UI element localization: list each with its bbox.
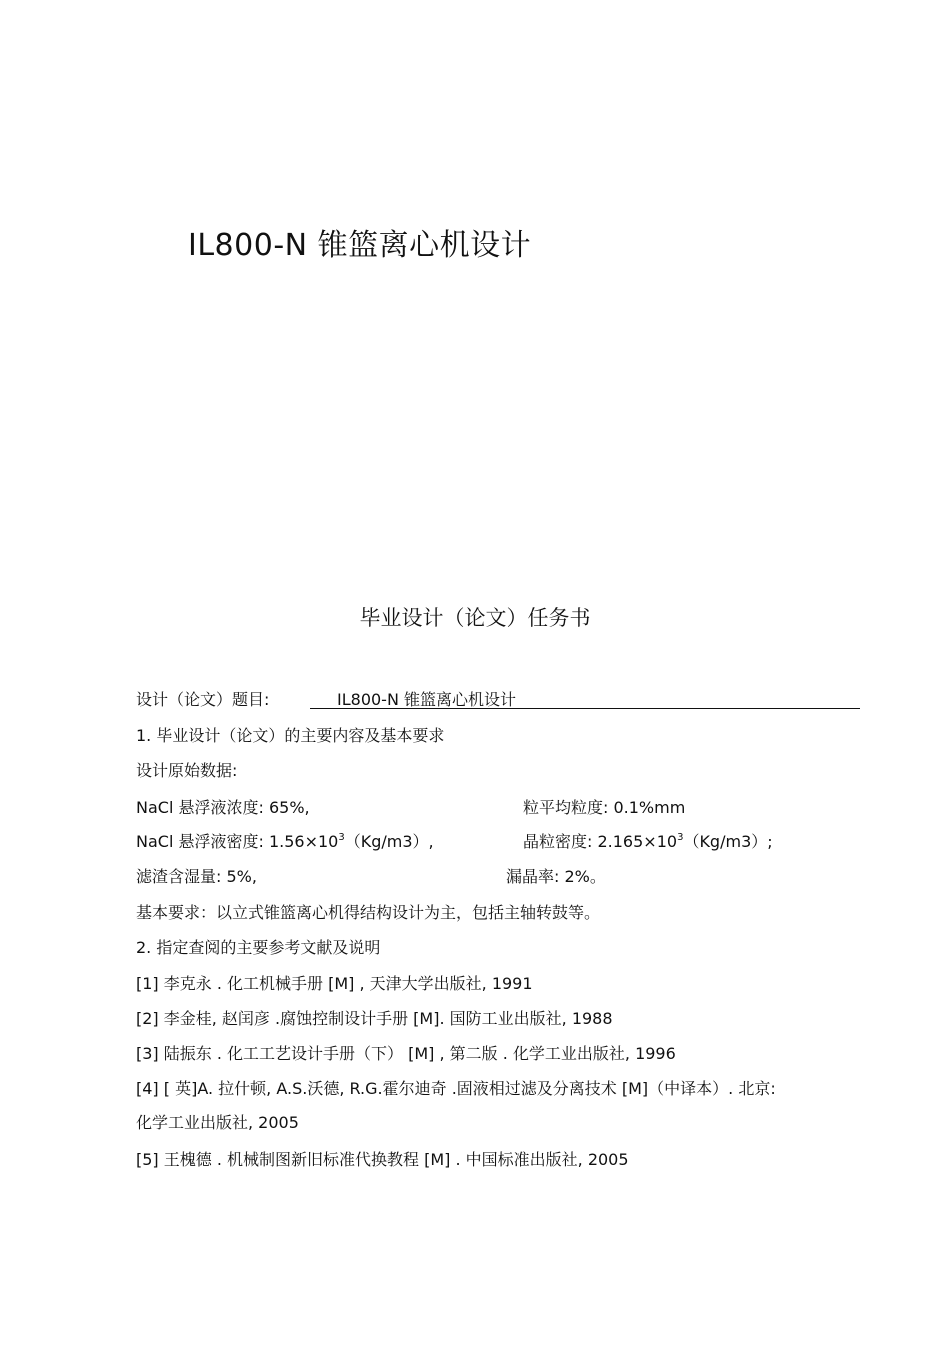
section2-heading: 2. 指定查阅的主要参考文献及说明 [136,938,381,957]
basic-requirement: 基本要求：以立式锥篮离心机得结构设计为主，包括主轴转鼓等。 [136,903,601,922]
reference-item: [3] 陆振东 . 化工工艺设计手册（下） [M] , 第二版 . 化学工业出版社, 1996 [136,1044,676,1063]
section1-heading: 1. 毕业设计（论文）的主要内容及基本要求 [136,726,445,745]
crystal-density-unit: （Kg/m3）; [683,832,773,851]
data-row-leakage: 漏晶率: 2%。 [506,867,606,886]
suspension-density-unit: （Kg/m3）, [344,832,434,851]
raw-data-label: 设计原始数据: [136,761,238,780]
suspension-density-value: NaCl 悬浮液密度: 1.56×10 [136,832,339,851]
reference-item: [1] 李克永 . 化工机械手册 [M] , 天津大学出版社, 1991 [136,974,533,993]
reference-item-continuation: 化学工业出版社, 2005 [136,1113,299,1132]
suspension-density-exponent: 3 [338,832,345,843]
subject-label: 设计（论文）题目: [136,690,270,709]
data-row-moisture: 滤渣含湿量: 5%, [136,867,257,886]
reference-item: [4] [ 英]A. 拉什顿, A.S.沃德, R.G.霍尔迪奇 .固液相过滤及分离技术 [M]（中译本）. 北京: [136,1079,776,1098]
data-row-crystal-density [523,829,773,852]
crystal-density-value: 晶粒密度: 2.165×10 [523,832,678,851]
subject-value: IL800-N 锥篮离心机设计 [310,687,860,709]
document-title: IL800-N 锥篮离心机设计 [188,228,532,263]
data-row-particle-size: 粒平均粒度: 0.1%mm [523,798,686,817]
data-row-concentration: NaCl 悬浮液浓度: 65%, [136,798,310,817]
task-book-heading: 毕业设计（论文）任务书 [359,606,591,630]
reference-item: [5] 王槐德 . 机械制图新旧标准代换教程 [M] . 中国标准出版社, 2005 [136,1150,629,1169]
data-row-suspension-density [136,829,434,852]
reference-item: [2] 李金桂, 赵闰彦 .腐蚀控制设计手册 [M]. 国防工业出版社, 1988 [136,1009,613,1028]
crystal-density-exponent: 3 [677,832,684,843]
